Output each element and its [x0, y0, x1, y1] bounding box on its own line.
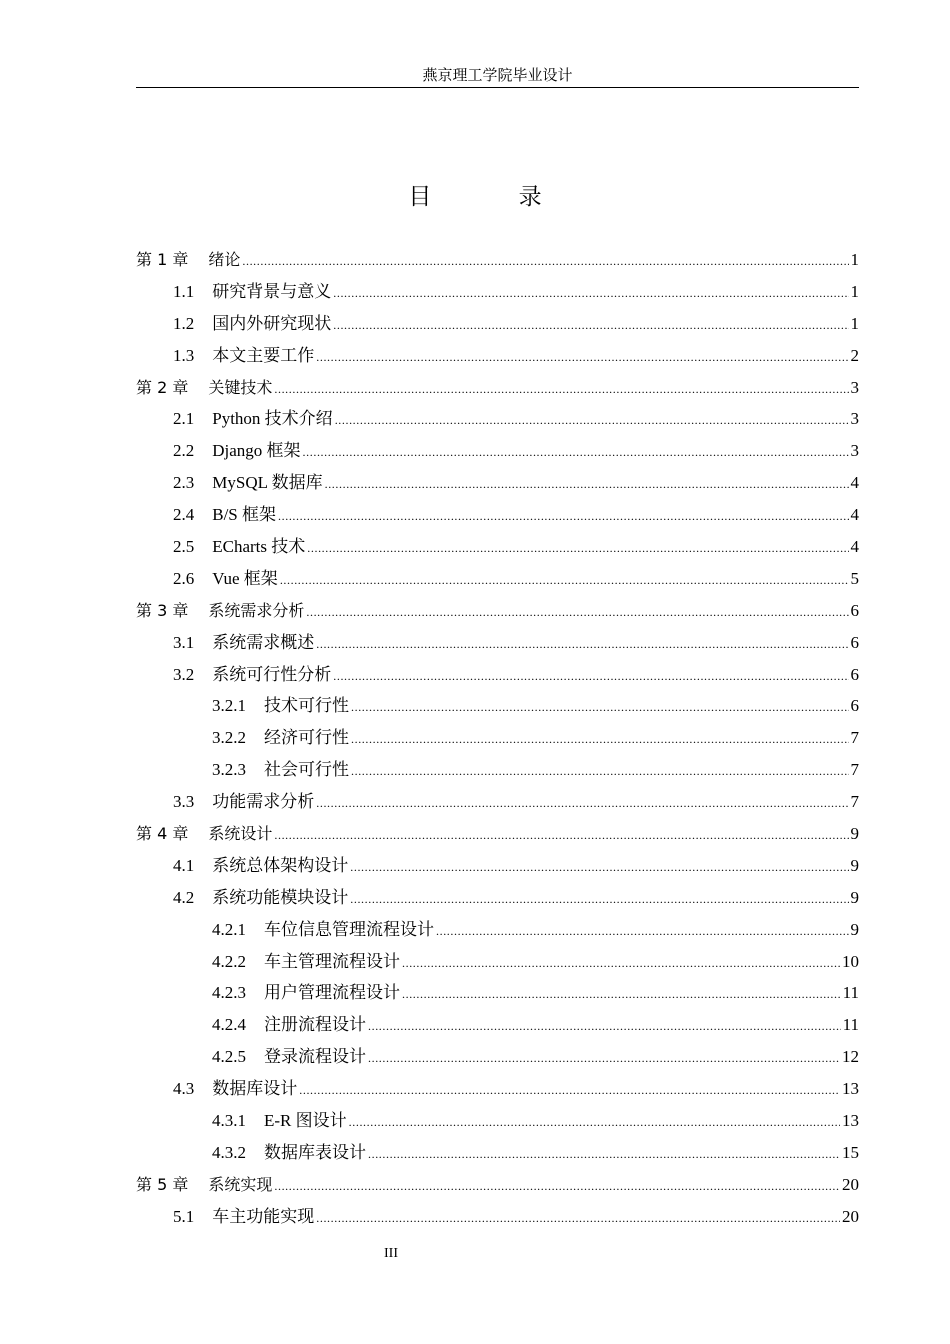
toc-entry-label: E-R 图设计 — [264, 1111, 347, 1131]
toc-entry-number: 第 1 章 — [136, 250, 189, 269]
toc-entry[interactable] — [136, 1105, 859, 1137]
toc-leader-dots — [325, 469, 849, 501]
toc-entry-number: 3.2 — [173, 664, 195, 684]
toc-entry-page: 4 — [850, 505, 859, 525]
toc-entry-label: 数据库设计 — [212, 1079, 298, 1099]
toc-entry-page: 1 — [850, 313, 859, 333]
toc-entry[interactable] — [136, 627, 859, 659]
toc-entry-number: 2.6 — [173, 568, 195, 588]
toc-leader-dots — [333, 278, 848, 310]
toc-entry[interactable] — [136, 595, 859, 627]
toc-entry[interactable] — [136, 499, 859, 531]
toc-leader-dots — [306, 597, 848, 629]
table-of-contents — [136, 244, 859, 1233]
toc-entry-number: 4.1 — [173, 855, 195, 875]
toc-entry-number: 2.1 — [173, 409, 195, 429]
toc-entry-label: 数据库表设计 — [264, 1142, 366, 1162]
toc-entry-number: 4.3.2 — [212, 1142, 246, 1162]
toc-entry-page: 2 — [850, 345, 859, 365]
toc-entry-number: 第 2 章 — [136, 377, 189, 397]
toc-leader-dots — [335, 405, 849, 437]
toc-entry-label: 系统功能模块设计 — [212, 887, 349, 907]
toc-entry-page: 6 — [850, 664, 859, 684]
toc-entry-label: 车主管理流程设计 — [264, 951, 400, 971]
toc-entry-page: 7 — [850, 792, 859, 812]
toc-entry-label: Python 技术介绍 — [212, 409, 333, 429]
toc-entry[interactable] — [136, 690, 859, 722]
toc-entry-number: 3.3 — [173, 792, 195, 812]
toc-leader-dots — [436, 916, 849, 948]
toc-entry-label: 关键技术 — [208, 377, 273, 397]
toc-entry-number: 4.2 — [173, 887, 195, 907]
toc-entry-page: 3 — [850, 409, 859, 429]
toc-entry-page: 9 — [850, 855, 859, 875]
toc-title: 目 录 — [408, 184, 582, 210]
toc-entry-number: 3.1 — [173, 632, 195, 652]
toc-entry-page: 5 — [850, 568, 859, 588]
toc-entry[interactable] — [136, 882, 859, 914]
toc-entry[interactable] — [136, 1009, 859, 1041]
toc-entry-page: 9 — [850, 919, 859, 939]
toc-leader-dots — [316, 788, 848, 820]
toc-entry-label: 研究背景与意义 — [212, 281, 332, 301]
toc-leader-dots — [402, 948, 840, 980]
toc-entry-label: 车位信息管理流程设计 — [264, 919, 434, 939]
toc-entry-number: 1.3 — [173, 345, 195, 365]
toc-entry-label: 注册流程设计 — [264, 1015, 366, 1035]
toc-leader-dots — [368, 1043, 840, 1075]
toc-entry-label: 登录流程设计 — [264, 1047, 366, 1067]
toc-entry-number: 4.2.3 — [212, 983, 246, 1003]
toc-entry-number: 4.2.4 — [212, 1015, 246, 1035]
toc-entry-page: 15 — [842, 1142, 859, 1162]
toc-entry[interactable] — [136, 563, 859, 595]
toc-entry-label: 国内外研究现状 — [212, 313, 332, 333]
toc-entry[interactable] — [136, 467, 859, 499]
toc-leader-dots — [274, 374, 848, 406]
toc-entry[interactable] — [136, 914, 859, 946]
toc-entry-label: 绪论 — [208, 250, 241, 269]
toc-leader-dots — [307, 533, 848, 565]
toc-entry-label: 系统设计 — [208, 824, 273, 844]
toc-entry[interactable] — [136, 372, 859, 404]
page-number: III — [384, 1246, 398, 1261]
toc-leader-dots — [274, 820, 848, 852]
toc-entry-page: 13 — [842, 1079, 859, 1099]
toc-entry-page: 12 — [842, 1047, 859, 1067]
toc-entry[interactable] — [136, 531, 859, 563]
toc-entry[interactable] — [136, 1169, 859, 1201]
toc-leader-dots — [351, 724, 849, 756]
toc-entry-label: 功能需求分析 — [212, 792, 315, 812]
toc-entry[interactable] — [136, 308, 859, 340]
toc-leader-dots — [280, 565, 849, 597]
toc-entry-label: 社会可行性 — [264, 760, 349, 780]
toc-entry[interactable] — [136, 244, 859, 276]
toc-entry-label: ECharts 技术 — [212, 537, 306, 557]
toc-entry[interactable] — [136, 786, 859, 818]
toc-entry-page: 13 — [842, 1111, 859, 1131]
toc-entry-label: 系统需求概述 — [212, 632, 315, 652]
toc-leader-dots — [351, 692, 849, 724]
toc-leader-dots — [402, 979, 841, 1011]
toc-leader-dots — [368, 1011, 841, 1043]
toc-entry-number: 第 5 章 — [136, 1174, 189, 1194]
toc-entry-label: MySQL 数据库 — [212, 473, 323, 493]
toc-entry-number: 1.1 — [173, 281, 195, 301]
toc-entry-page: 4 — [850, 537, 859, 557]
toc-entry-page: 10 — [842, 951, 859, 971]
toc-leader-dots — [299, 1075, 840, 1107]
toc-leader-dots — [316, 1203, 840, 1235]
toc-entry-number: 2.5 — [173, 537, 195, 557]
toc-entry-label: B/S 框架 — [212, 505, 277, 525]
toc-entry-page: 4 — [850, 473, 859, 493]
toc-entry-page: 6 — [850, 696, 859, 716]
toc-leader-dots — [350, 884, 848, 916]
toc-entry-page: 6 — [850, 600, 859, 620]
toc-entry-page: 11 — [842, 1015, 859, 1035]
toc-leader-dots — [333, 661, 848, 693]
toc-entry-label: 系统总体架构设计 — [212, 855, 349, 875]
toc-entry-label: Django 框架 — [212, 441, 301, 461]
toc-entry-number: 第 4 章 — [136, 824, 189, 844]
toc-leader-dots — [333, 310, 848, 342]
toc-entry-page: 20 — [842, 1206, 859, 1226]
toc-entry-number: 2.4 — [173, 505, 195, 525]
toc-entry-number: 3.2.3 — [212, 760, 246, 780]
toc-leader-dots — [349, 1107, 840, 1139]
toc-entry-number: 4.2.1 — [212, 919, 246, 939]
toc-entry-number: 3.2.2 — [212, 728, 246, 748]
toc-entry-page: 11 — [842, 983, 859, 1003]
toc-entry-page: 1 — [850, 281, 859, 301]
toc-entry[interactable] — [136, 276, 859, 308]
toc-entry[interactable] — [136, 1201, 859, 1233]
toc-entry-page: 3 — [850, 441, 859, 461]
toc-leader-dots — [368, 1139, 840, 1171]
toc-entry-label: 系统需求分析 — [208, 600, 305, 620]
toc-entry-number: 4.3.1 — [212, 1111, 246, 1131]
toc-entry-number: 4.3 — [173, 1079, 195, 1099]
toc-entry-label: Vue 框架 — [212, 568, 278, 588]
toc-entry[interactable] — [136, 340, 859, 372]
toc-entry-label: 经济可行性 — [264, 728, 349, 748]
toc-entry[interactable] — [136, 977, 859, 1009]
toc-entry-page: 20 — [842, 1174, 859, 1194]
toc-leader-dots — [351, 756, 849, 788]
toc-entry[interactable] — [136, 722, 859, 754]
toc-entry-number: 4.2.5 — [212, 1047, 246, 1067]
toc-leader-dots — [303, 437, 849, 469]
toc-leader-dots — [242, 246, 848, 278]
toc-entry-label: 本文主要工作 — [212, 345, 315, 365]
toc-entry[interactable] — [136, 403, 859, 435]
toc-entry-page: 1 — [850, 250, 859, 269]
toc-leader-dots — [316, 342, 848, 374]
toc-entry-label: 用户管理流程设计 — [264, 983, 400, 1003]
toc-entry[interactable] — [136, 1137, 859, 1169]
toc-entry-number: 4.2.2 — [212, 951, 246, 971]
toc-leader-dots — [278, 501, 848, 533]
toc-entry[interactable] — [136, 754, 859, 786]
toc-entry-number: 1.2 — [173, 313, 195, 333]
toc-entry[interactable] — [136, 946, 859, 978]
toc-entry-page: 9 — [850, 887, 859, 907]
toc-entry[interactable] — [136, 1041, 859, 1073]
toc-entry-label: 技术可行性 — [264, 696, 349, 716]
toc-entry[interactable] — [136, 818, 859, 850]
toc-entry-page: 9 — [850, 824, 859, 844]
toc-entry-number: 2.3 — [173, 473, 195, 493]
toc-entry-page: 7 — [850, 728, 859, 748]
toc-entry[interactable] — [136, 659, 859, 691]
page-header: 燕京理工学院毕业设计 — [136, 66, 859, 88]
toc-entry-label: 车主功能实现 — [212, 1206, 315, 1226]
toc-entry-number: 3.2.1 — [212, 696, 246, 716]
toc-leader-dots — [316, 629, 848, 661]
toc-entry-page: 6 — [850, 632, 859, 652]
toc-entry-number: 2.2 — [173, 441, 195, 461]
toc-entry-number: 第 3 章 — [136, 600, 189, 620]
toc-entry[interactable] — [136, 850, 859, 882]
toc-entry-number: 5.1 — [173, 1206, 195, 1226]
toc-leader-dots — [274, 1171, 840, 1203]
toc-entry-page: 3 — [850, 377, 859, 397]
toc-entry[interactable] — [136, 435, 859, 467]
toc-leader-dots — [350, 852, 848, 884]
toc-entry[interactable] — [136, 1073, 859, 1105]
toc-entry-label: 系统可行性分析 — [212, 664, 332, 684]
toc-entry-label: 系统实现 — [208, 1174, 273, 1194]
toc-entry-page: 7 — [850, 760, 859, 780]
